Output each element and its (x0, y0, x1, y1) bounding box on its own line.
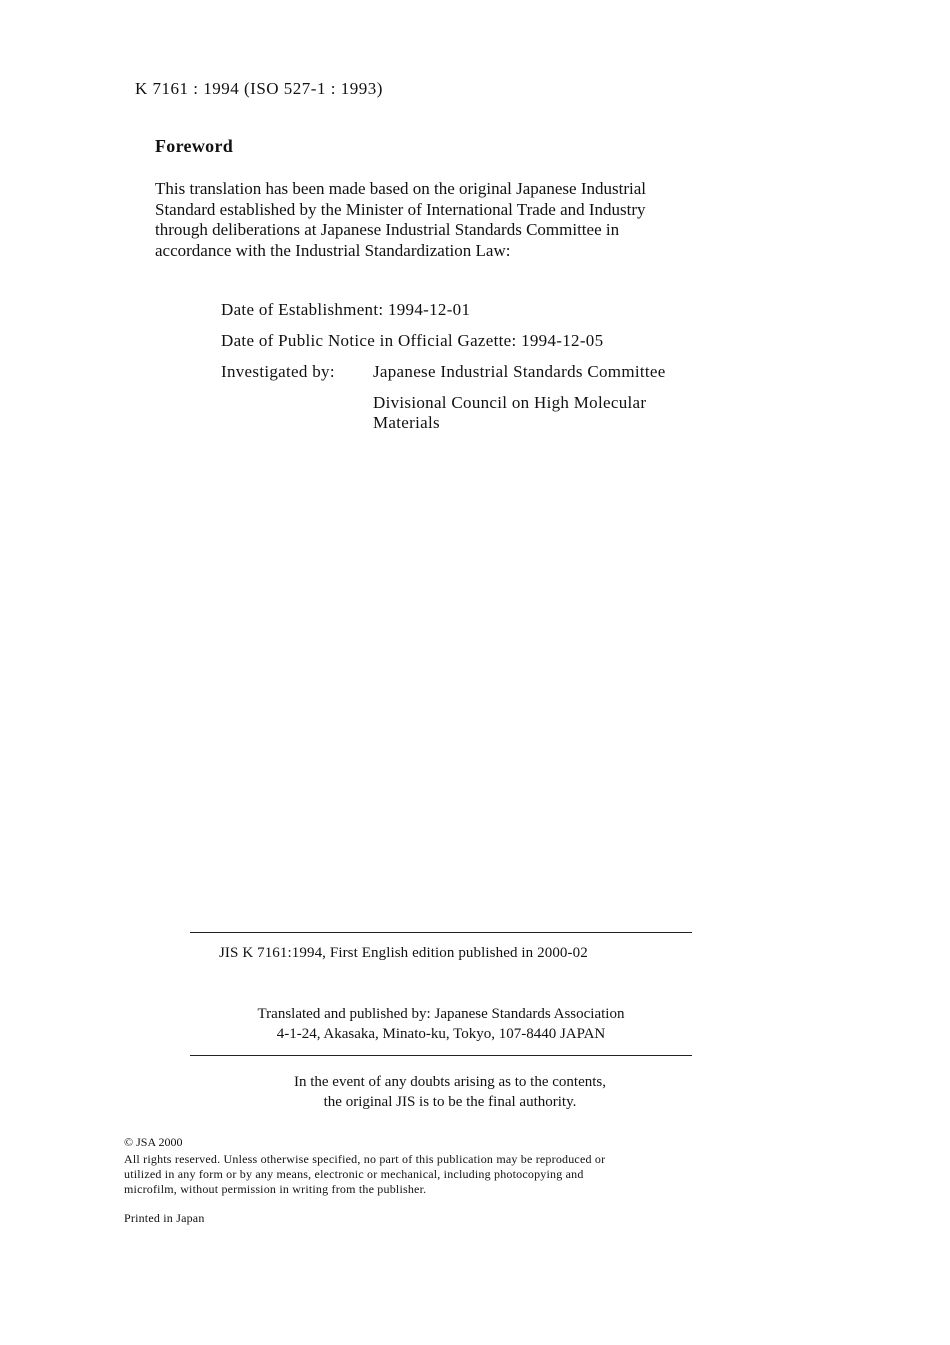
foreword-body-line: This translation has been made based on the original Japanese Industrial (155, 179, 646, 198)
rights-line: microfilm, without permission in writing from the publisher. (124, 1182, 427, 1196)
investigated-by-council-cont: Materials (373, 413, 440, 432)
divider-bottom (190, 1055, 692, 1056)
foreword-body (155, 179, 775, 261)
rights-line: All rights reserved. Unless otherwise specified, no part of this publication may be reproduced or (124, 1152, 606, 1166)
date-of-public-notice: Date of Public Notice in Official Gazette: 1994-12-05 (221, 331, 604, 350)
foreword-heading: Foreword (155, 136, 234, 156)
publisher-address: 4-1-24, Akasaka, Minato-ku, Tokyo, 107-8440 JAPAN (276, 1026, 606, 1042)
printed-in-statement: Printed in Japan (124, 1211, 205, 1225)
publisher-name: Translated and published by: Japanese Standards Association (257, 1006, 625, 1022)
authority-notice-line: In the event of any doubts arising as to the contents, (293, 1074, 606, 1090)
investigated-by-committee: Japanese Industrial Standards Committee (373, 362, 666, 381)
edition-statement: JIS K 7161:1994, First English edition published in 2000-02 (219, 945, 588, 961)
divider-top (190, 932, 692, 933)
investigated-by-council: Divisional Council on High Molecular (373, 393, 647, 412)
copyright-notice: © JSA 2000 (124, 1135, 183, 1149)
date-of-establishment: Date of Establishment: 1994-12-01 (221, 300, 471, 319)
rights-line: utilized in any form or by any means, electronic or mechanical, including photocopying and (124, 1167, 584, 1181)
standard-reference-header: K 7161 : 1994 (ISO 527-1 : 1993) (135, 79, 383, 98)
publisher-block (190, 1004, 692, 1044)
authority-notice (190, 1072, 710, 1112)
foreword-body-line: accordance with the Industrial Standardization Law: (155, 240, 511, 260)
foreword-body-line: Standard established by the Minister of International Trade and Industry (155, 199, 646, 219)
investigated-by-label: Investigated by: (221, 362, 335, 381)
authority-notice-line: the original JIS is to be the final authority. (323, 1094, 577, 1110)
foreword-body-line: through deliberations at Japanese Industrial Standards Committee in (155, 220, 620, 239)
rights-statement (124, 1152, 764, 1197)
